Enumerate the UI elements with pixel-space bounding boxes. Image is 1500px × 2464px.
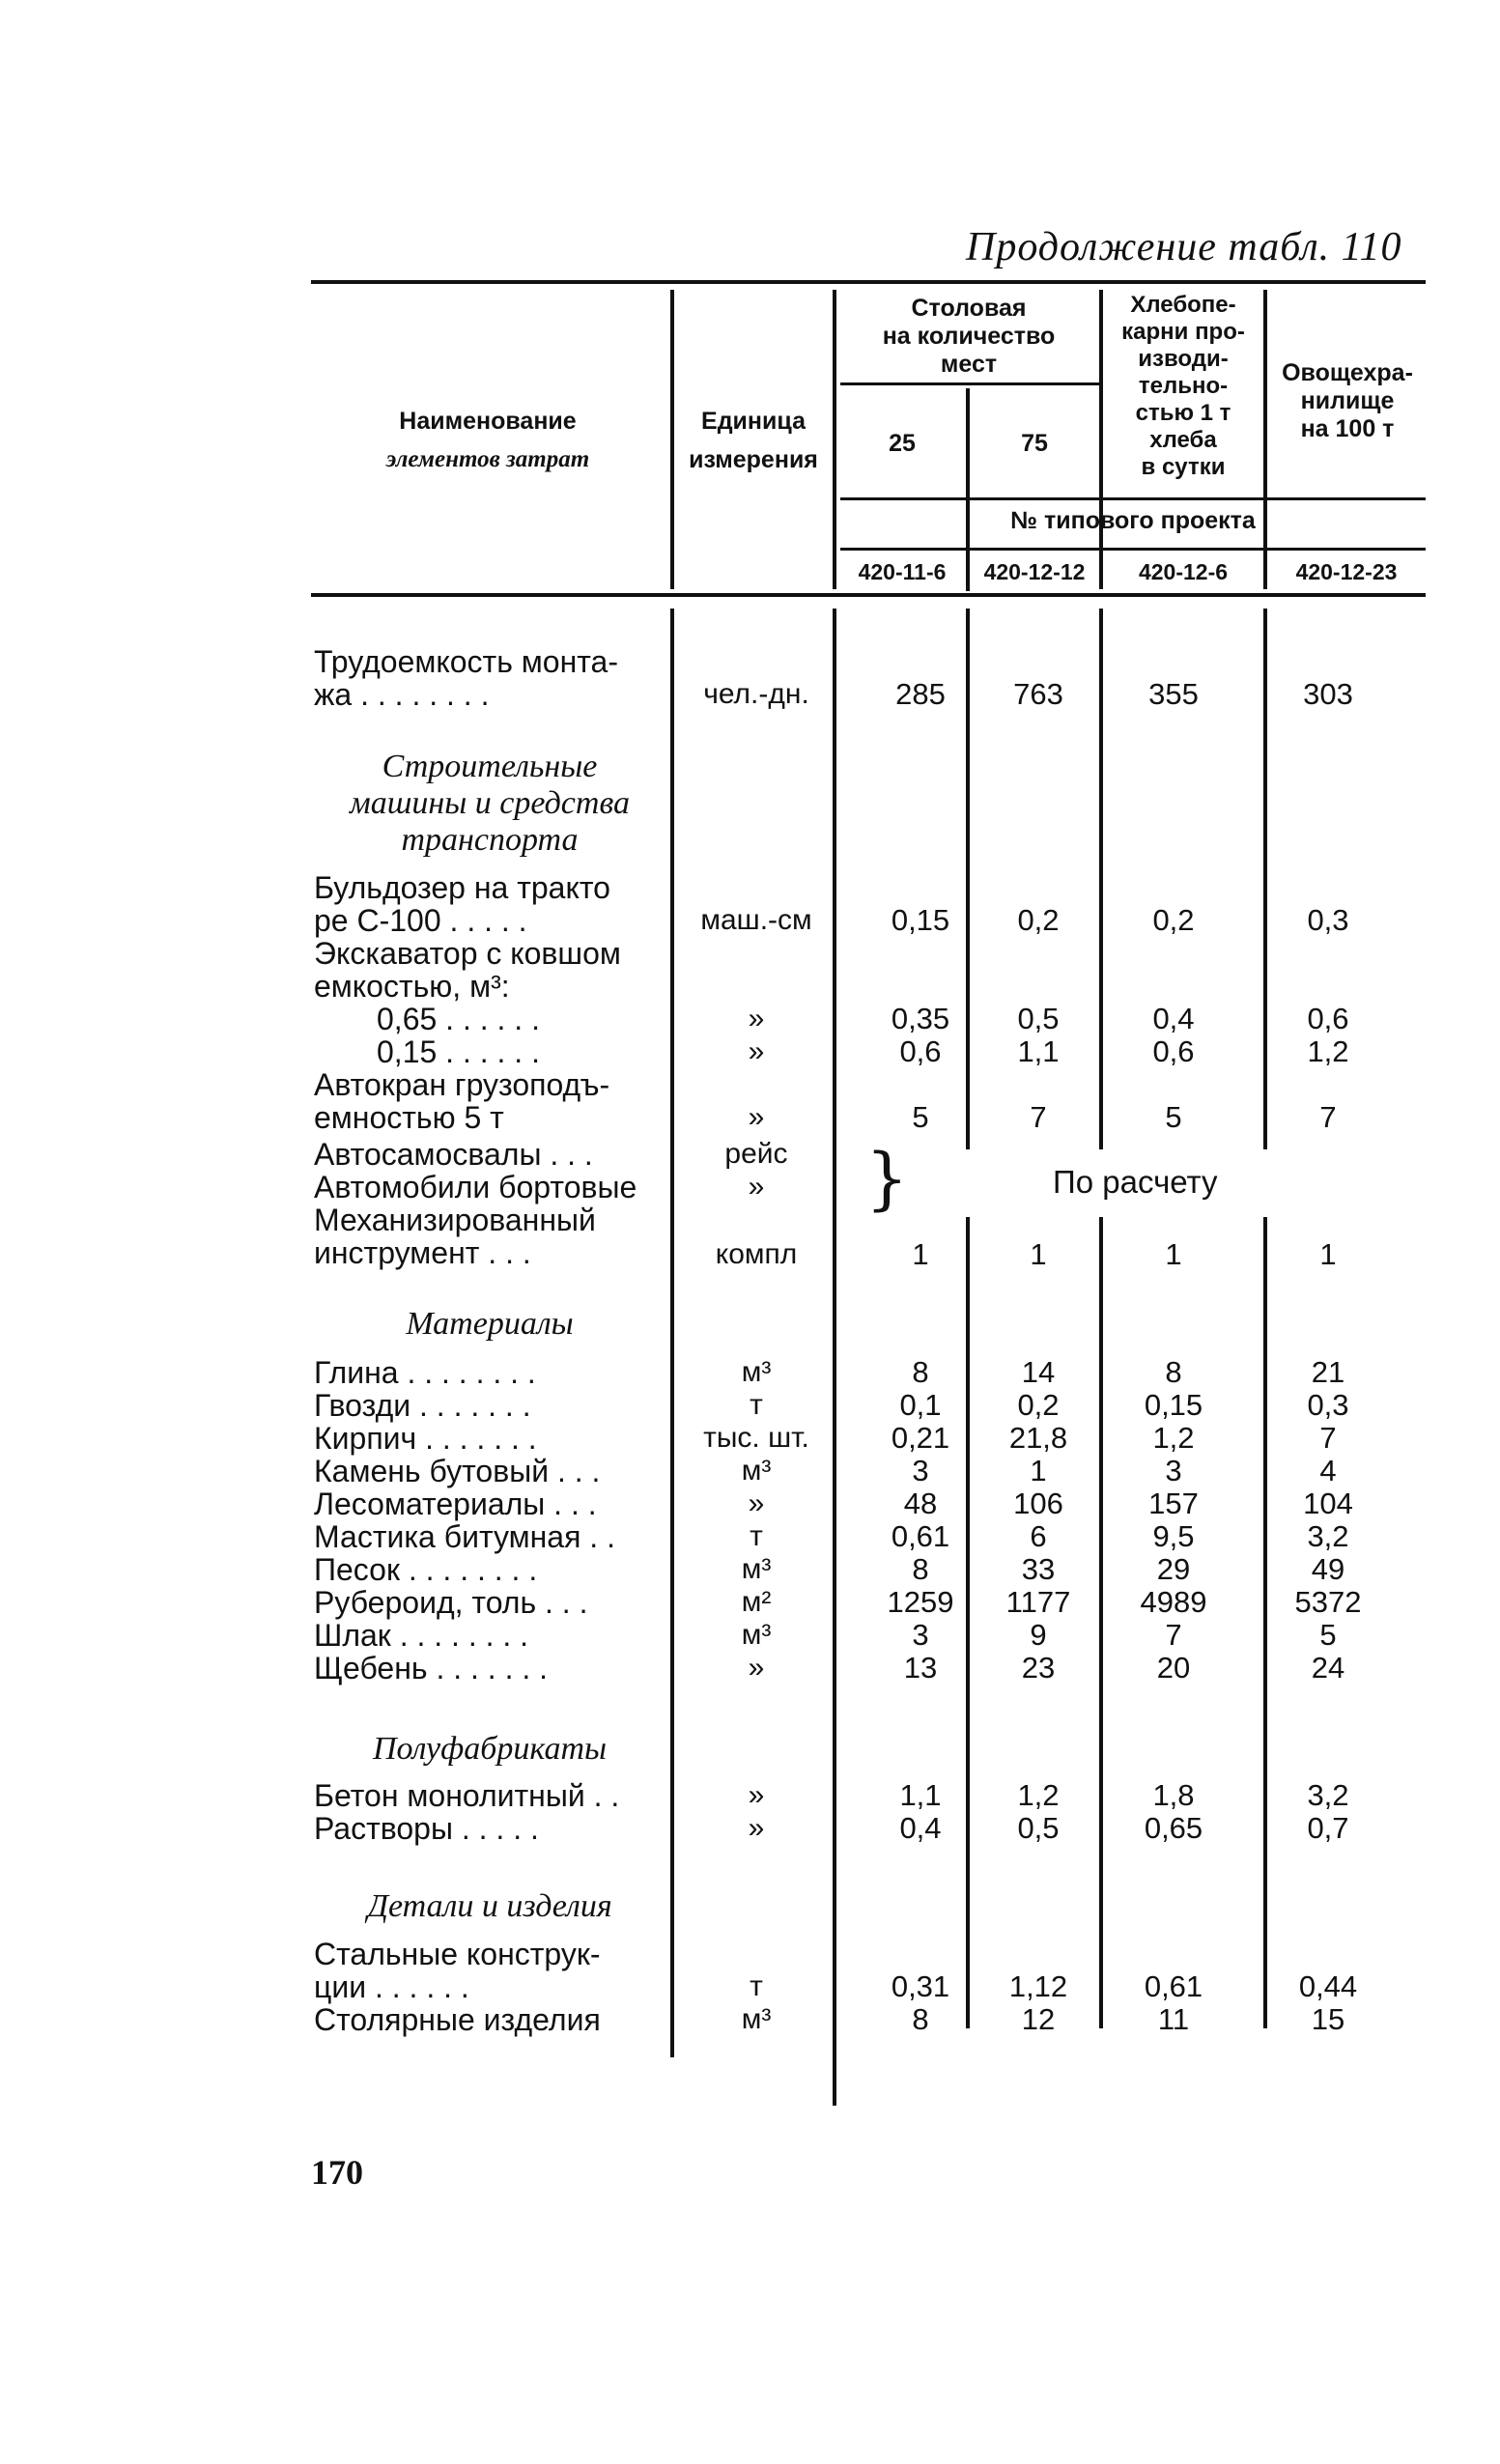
cell-value: 12 (1021, 2002, 1056, 2036)
cell-value: 9 (1030, 1618, 1047, 1652)
cell-value: 0,1 (899, 1388, 942, 1422)
cell-value: 0,6 (1307, 1002, 1349, 1035)
cell-value: 1 (1030, 1454, 1047, 1487)
row-unit: рейс (724, 1138, 788, 1170)
cell-value: 3 (912, 1454, 929, 1487)
row-unit: » (748, 1171, 765, 1203)
cell-value: 1,2 (1152, 1421, 1195, 1455)
table-top-rule (311, 280, 1426, 284)
header-group1 (838, 295, 1099, 379)
cell-value: 3 (1165, 1454, 1182, 1487)
cell-value: 4989 (1140, 1585, 1207, 1619)
cell-value: 1259 (887, 1585, 954, 1619)
header-project-2: 420-12-12 (983, 559, 1086, 584)
section-machines-line2: машины и средства (350, 785, 630, 821)
header-project-4: 420-12-23 (1295, 559, 1398, 584)
cell-value: 1,2 (1017, 1778, 1060, 1812)
cell-value: 0,6 (899, 1034, 942, 1068)
cell-value: 0,2 (1017, 1388, 1060, 1422)
row-unit: » (748, 1035, 765, 1067)
header-project-3: 420-12-6 (1138, 559, 1229, 584)
row-unit: маш.-см (700, 904, 812, 936)
cell-value: 0,15 (1144, 1388, 1203, 1422)
row-unit: » (748, 1003, 765, 1034)
header-group2-line7: в сутки (1141, 454, 1226, 480)
header-unit-line1: Единица (701, 408, 806, 435)
row-unit: м² (741, 1586, 772, 1618)
row-name: Глина . . . . . . . . (314, 1355, 536, 1390)
cell-value: 0,3 (1307, 1388, 1349, 1422)
cell-value: 0,4 (899, 1811, 942, 1845)
header-group3 (1267, 359, 1428, 443)
cell-value: 20 (1156, 1651, 1191, 1685)
row-unit: » (748, 1487, 765, 1519)
row-unit: » (748, 1652, 765, 1684)
cell-value: 29 (1156, 1552, 1191, 1586)
header-group2 (1103, 292, 1263, 481)
row-unit: компл (715, 1238, 798, 1270)
cell-value: 0,2 (1152, 903, 1195, 937)
cell-value: 5 (1319, 1618, 1337, 1652)
row-name: Кирпич . . . . . . . (314, 1421, 537, 1456)
row-unit: т (750, 1520, 763, 1552)
header-project-label: № типового проекта (1010, 507, 1256, 534)
cell-value: 285 (895, 677, 946, 711)
row-name: Автокран грузоподъ- емностью 5 т (314, 1067, 610, 1135)
section-machines-line3: транспорта (401, 822, 579, 858)
cell-value: 0,15 (891, 903, 950, 937)
cell-value: 106 (1013, 1487, 1063, 1520)
cell-value: 355 (1148, 677, 1199, 711)
cell-value: 0,6 (1152, 1034, 1195, 1068)
row-name: Растворы . . . . . (314, 1811, 539, 1846)
cell-value: 23 (1021, 1651, 1056, 1685)
header-group2-line5: стью 1 т (1135, 400, 1231, 426)
header-unit-line2: измерения (689, 446, 818, 473)
cell-value: 1,1 (899, 1778, 942, 1812)
header-group1-line1: Столовая (911, 295, 1027, 322)
cell-value: 0,21 (891, 1421, 950, 1455)
cell-value: 0,44 (1298, 1969, 1358, 2003)
cell-value: 7 (1319, 1100, 1337, 1134)
cell-value: 157 (1148, 1487, 1199, 1520)
header-name-line1: Наименование (399, 408, 577, 435)
header-project-1: 420-11-6 (858, 559, 947, 584)
cell-value: 8 (912, 1552, 929, 1586)
row-unit: т (750, 1970, 763, 2002)
cell-value: 21 (1311, 1355, 1345, 1389)
row-unit: тыс. шт. (703, 1422, 809, 1454)
cell-value: 0,5 (1017, 1002, 1060, 1035)
cell-value: 0,3 (1307, 903, 1349, 937)
row-name: Камень бутовый . . . (314, 1454, 601, 1488)
cell-value: 15 (1311, 2002, 1345, 2036)
row-unit: чел.-дн. (703, 678, 809, 710)
row-unit: м³ (741, 1619, 772, 1651)
cell-value: 1,1 (1017, 1034, 1060, 1068)
row-unit: т (750, 1389, 763, 1421)
cell-value: 9,5 (1152, 1519, 1195, 1553)
row-unit: м³ (741, 1455, 772, 1487)
cell-value: 1 (1165, 1237, 1182, 1271)
cell-value: 8 (1165, 1355, 1182, 1389)
cell-value: 14 (1021, 1355, 1056, 1389)
cell-value: 104 (1303, 1487, 1353, 1520)
row-unit: м³ (741, 2003, 772, 2035)
header-group3-line2: нилище (1300, 387, 1395, 414)
row-name: Бетон монолитный . . (314, 1778, 620, 1813)
cell-value: 303 (1303, 677, 1353, 711)
row-name: Рубероид, толь . . . (314, 1585, 588, 1620)
cell-value: 8 (912, 2002, 929, 2036)
header-group1-sub2: 75 (1021, 430, 1048, 457)
header-unit-col (676, 402, 831, 479)
cell-value: 7 (1030, 1100, 1047, 1134)
cell-value: 0,4 (1152, 1002, 1195, 1035)
header-group2-line1: Хлебопе- (1130, 292, 1236, 318)
cell-value: 0,61 (1144, 1969, 1203, 2003)
cell-value: 1177 (1005, 1585, 1071, 1619)
rows-brace: } (865, 1139, 909, 1218)
cell-value: 7 (1165, 1618, 1182, 1652)
table-caption: Продолжение табл. 110 (966, 225, 1402, 269)
project-label-bottom-rule (840, 548, 1426, 551)
row-name: Бульдозер на тракто ре С-100 . . . . . (314, 870, 610, 938)
row-name: Столярные изделия (314, 2002, 601, 2037)
row-unit: » (748, 1779, 765, 1811)
header-vline-unit (670, 290, 674, 589)
row-unit: м³ (741, 1356, 772, 1388)
header-group3-line3: на 100 т (1300, 415, 1395, 442)
cell-value: 11 (1157, 2002, 1190, 2036)
header-group2-line3: изводи- (1138, 346, 1229, 372)
body-vline-c2 (966, 609, 970, 1149)
cell-value: 3,2 (1307, 1519, 1349, 1553)
cell-value: 21,8 (1008, 1421, 1068, 1455)
row-name: Механизированный инструмент . . . (314, 1203, 596, 1270)
project-label-top-rule (840, 497, 1426, 500)
row-name: Шлак . . . . . . . . (314, 1618, 529, 1653)
body-vline-c2-lower (966, 1217, 970, 2028)
row-name: Щебень . . . . . . . (314, 1651, 549, 1685)
cell-value: 5 (1165, 1100, 1182, 1134)
row-unit: м³ (741, 1553, 772, 1585)
header-group3-line1: Овощехра- (1282, 359, 1413, 386)
section-semi: Полуфабрикаты (372, 1731, 608, 1767)
cell-value: 0,7 (1307, 1811, 1349, 1845)
cell-value: 6 (1030, 1519, 1047, 1553)
cell-value: 1,12 (1008, 1969, 1068, 2003)
cell-value: 0,35 (891, 1002, 950, 1035)
group1-rule (840, 382, 1099, 385)
page-number: 170 (311, 2153, 363, 2192)
cell-value: 0,65 (1144, 1811, 1203, 1845)
cell-value: 1 (1319, 1237, 1337, 1271)
cell-value: 763 (1013, 677, 1063, 711)
section-materials: Материалы (406, 1306, 574, 1342)
row-name: Стальные конструк- ции . . . . . . (314, 1937, 601, 2004)
section-details: Детали и изделия (367, 1888, 612, 1924)
row-unit: » (748, 1812, 765, 1844)
section-machines-line1: Строительные (382, 749, 598, 784)
header-vline-name (833, 290, 836, 589)
cell-value: 1,8 (1152, 1778, 1195, 1812)
header-group2-line4: тельно- (1138, 373, 1229, 399)
cell-value: 13 (903, 1651, 938, 1685)
header-group2-line6: хлеба (1149, 427, 1217, 453)
row-name: 0,15 . . . . . . (377, 1034, 540, 1069)
cell-value: 5372 (1294, 1585, 1362, 1619)
cell-value: 0,5 (1017, 1811, 1060, 1845)
cell-value: 0,2 (1017, 903, 1060, 937)
cell-value: 33 (1021, 1552, 1056, 1586)
cell-value: 3 (912, 1618, 929, 1652)
cell-value: 49 (1311, 1552, 1345, 1586)
header-name-col (319, 402, 657, 479)
body-vline-unit (670, 609, 674, 2057)
header-group1-sub1: 25 (889, 430, 916, 457)
row-name: Экскаватор с ковшом емкостью, м³: (314, 936, 621, 1004)
row-name: 0,65 . . . . . . (377, 1002, 540, 1036)
merged-by-calculation: По расчету (1053, 1164, 1218, 1200)
row-name: Лесоматериалы . . . (314, 1487, 597, 1521)
header-group1-line3: мест (940, 351, 998, 378)
cell-value: 24 (1311, 1651, 1345, 1685)
row-name: Трудоемкость монта- жа . . . . . . . . (314, 644, 618, 712)
row-unit: » (748, 1101, 765, 1133)
row-name: Мастика битумная . . (314, 1519, 615, 1554)
cell-value: 0,61 (891, 1519, 950, 1553)
cell-value: 8 (912, 1355, 929, 1389)
header-group1-line2: на количество (882, 323, 1056, 350)
cell-value: 5 (912, 1100, 929, 1134)
row-name: Автосамосвалы . . . (314, 1137, 593, 1172)
cell-value: 1 (1030, 1237, 1047, 1271)
header-name-line2: элементов затрат (385, 446, 590, 472)
cell-value: 1 (912, 1237, 929, 1271)
cell-value: 7 (1319, 1421, 1337, 1455)
cell-value: 48 (903, 1487, 938, 1520)
body-vline-name (833, 609, 836, 2106)
row-name: Гвозди . . . . . . . (314, 1388, 531, 1423)
cell-value: 1,2 (1307, 1034, 1349, 1068)
row-name: Автомобили бортовые (314, 1170, 637, 1204)
header-bottom-rule (311, 593, 1426, 597)
cell-value: 4 (1319, 1454, 1337, 1487)
cell-value: 0,31 (891, 1969, 950, 2003)
row-name: Песок . . . . . . . . (314, 1552, 538, 1587)
header-group2-line2: карни про- (1121, 319, 1245, 345)
cell-value: 3,2 (1307, 1778, 1349, 1812)
section-machines (311, 749, 668, 859)
